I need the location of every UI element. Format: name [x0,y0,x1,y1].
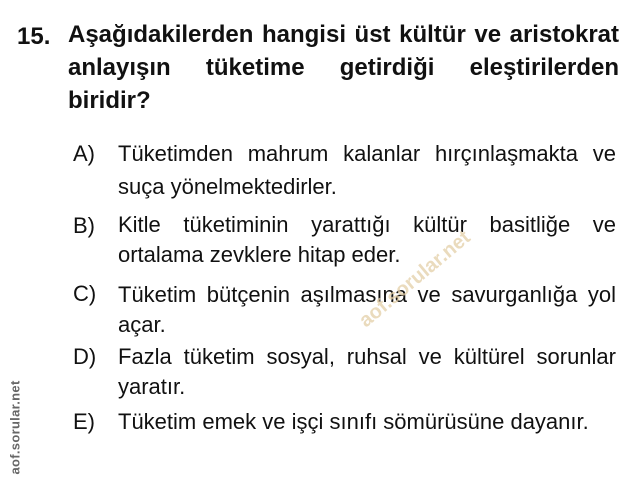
option-d-text: Fazla tüketim sosyal, ruhsal ve kültürel sorunlar yaratır. [118,344,616,399]
side-watermark: aof.sorular.net [7,380,23,475]
option-a-letter: A) [73,141,95,166]
option-c-letter: C) [73,281,97,306]
option-a-text: Tüketimden mahrum kalanlar hırçınlaşmakta ve suça yönelmektedirler. [118,141,616,199]
question-text: Aşağıdakilerden hangisi üst kültür ve aristokrat anlayışın tüketime getirdiği eleştirilerden biridir? [68,21,619,114]
option-c-text: Tüketim bütçenin aşılmasına ve savurganlığa yol açar. [118,282,616,337]
option-e-letter: E) [73,409,95,434]
option-e-text: Tüketim emek ve işçi sınıfı sömürüsüne dayanır. [118,409,589,434]
option-b-text: Kitle tüketiminin yarattığı kültür basitliğe ve ortalama zevklere hitap eder. [118,212,616,267]
question-number: 15. [17,23,51,50]
center-watermark: aof.sorular.net [355,226,475,332]
option-b-letter: B) [73,213,95,238]
option-d-letter: D) [73,344,97,369]
